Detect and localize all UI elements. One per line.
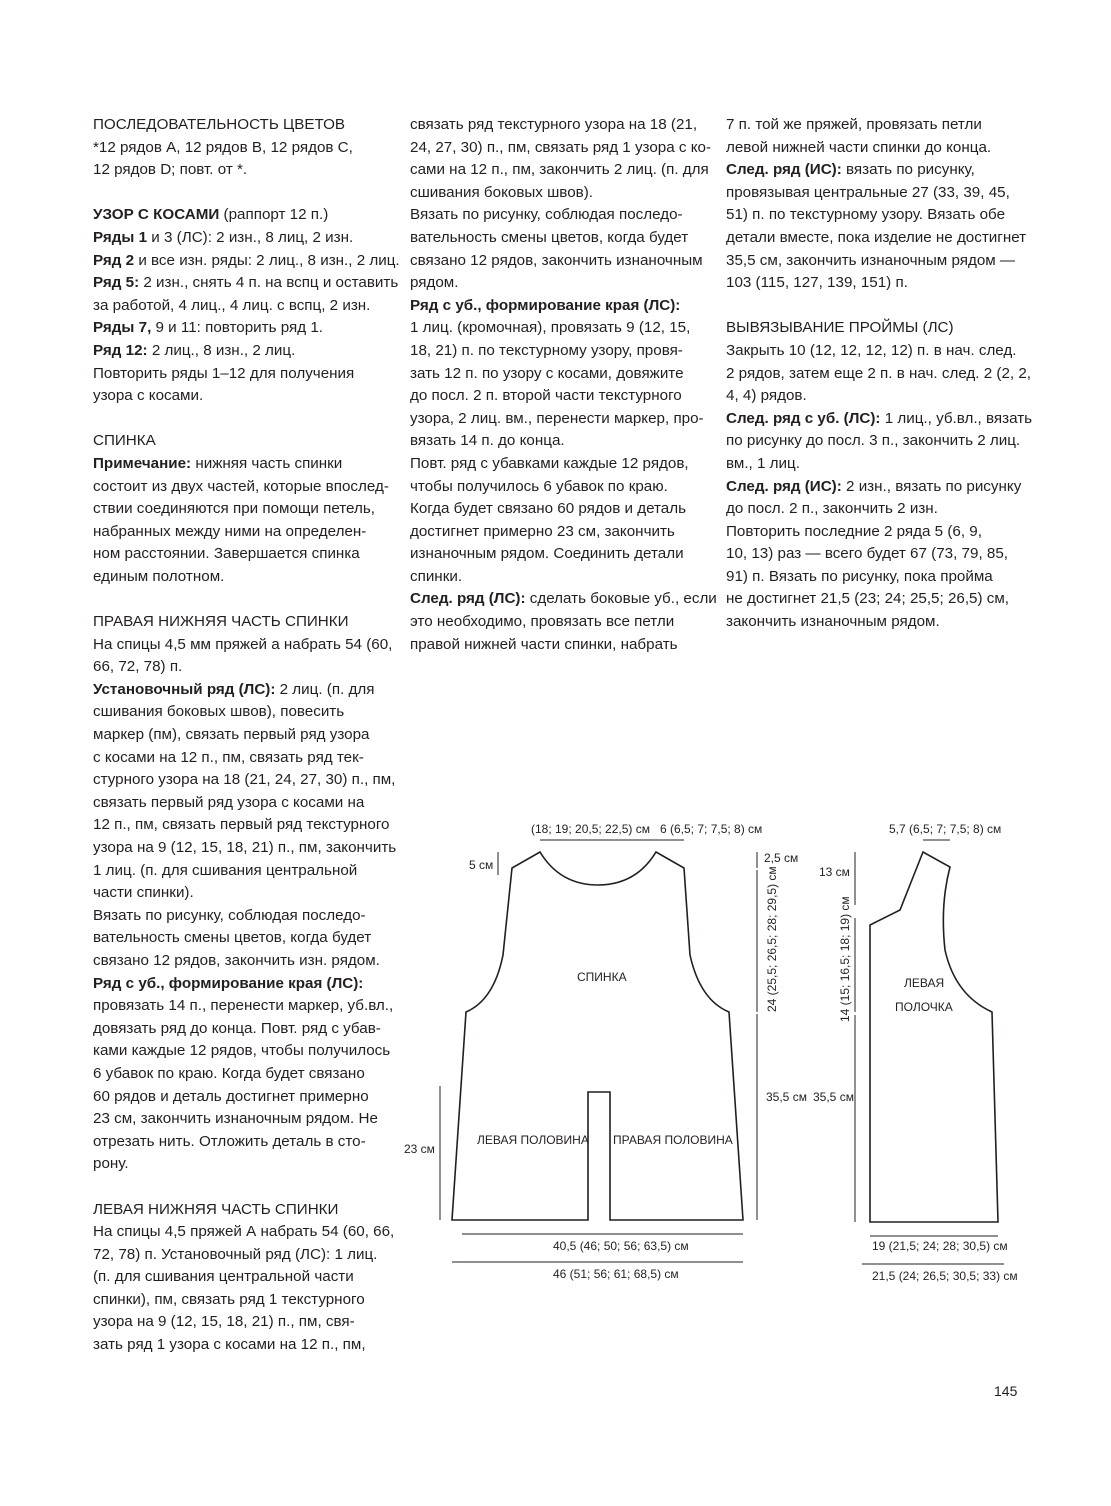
text-run: ЛЕВАЯ НИЖНЯЯ ЧАСТЬ СПИНКИ [93,1200,339,1218]
front-hem-inner-label: 19 (21,5; 24; 28; 30,5) см [872,1239,1008,1253]
shoulder-width-label: 6 (6,5; 7; 7,5; 8) см [660,822,763,836]
text-line [410,453,705,476]
text-run: 72, 78) п. Установочный ряд (ЛС): 1 лиц. [93,1245,378,1263]
text-line [93,498,391,521]
text-line [726,137,1026,160]
page-number: 145 [994,1383,1018,1399]
text-run: 12 п., пм, связать первый ряд текстурного [93,816,390,834]
text-line [93,1018,391,1041]
text-run: 9 и 11: повторить ряд 1. [151,319,323,337]
text-line [93,295,391,318]
text-run: провязывая центральные 27 (33, 39, 45, [726,183,1010,201]
hem-outer-label: 46 (51; 56; 61; 68,5) см [553,1267,679,1281]
text-run: части спинки). [93,884,194,902]
text-run: ствии соединяются при помощи петель, [93,500,375,518]
text-run: 23 см, закончить изнаночным рядом. Не [93,1110,378,1128]
text-run: 6 убавок по краю. Когда будет связано [93,1064,365,1082]
bold-run: След. ряд (ИС): [726,161,842,179]
text-line [726,114,1026,137]
text-line [726,272,1026,295]
text-line [726,408,1033,431]
bold-run: Ряд 2 [93,251,135,269]
text-run: за работой, 4 лиц., 4 лиц. с вспц, 2 изн. [93,296,371,314]
split-height-label: 23 см [404,1142,435,1156]
text-run: 66, 72, 78) п. [93,658,183,676]
text-run: Повторить ряды 1–12 для получения [93,364,355,382]
text-line [410,634,705,657]
text-run: 2 изн., вязать по рисунку [841,477,1022,495]
text-run: состоит из двух частей, которые впослед- [93,477,389,495]
text-line [93,1199,391,1222]
back-outline [452,852,743,1220]
text-line [726,476,1026,499]
text-line [726,250,1026,273]
text-run: спинки), пм, связать ряд 1 текстурного [93,1290,365,1308]
text-run: Повт. ряд с убавками каждые 12 рядов, [410,454,689,472]
text-run: ПОСЛЕДОВАТЕЛЬНОСТЬ ЦВЕТОВ [93,116,346,133]
text-line [93,159,391,182]
text-line [410,204,705,227]
schematic-diagram [400,800,1040,1300]
text-line [93,882,391,905]
text-run: узора на 9 (12, 15, 18, 21) п., пм, свя- [93,1313,355,1331]
text-run: На спицы 4,5 пряжей А набрать 54 (60, 66, [93,1223,395,1241]
text-run: сделать боковые уб., если [525,590,717,608]
bold-run: Ряды 1 [93,228,148,246]
text-column-2 [410,114,717,656]
text-line [93,837,397,860]
text-line [93,1221,395,1244]
text-line [93,385,391,408]
text-line [93,1266,391,1289]
text-line [410,317,705,340]
text-run: 35,5 см, закончить изнаночным рядом — [726,251,1016,269]
text-run: 103 (115, 127, 139, 151) п. [726,274,908,292]
text-line [93,250,400,273]
text-run: рону. [93,1155,129,1173]
text-run: ВЫВЯЗЫВАНИЕ ПРОЙМЫ (ЛС) [726,319,954,337]
text-run: СПИНКА [93,432,156,450]
bold-run: Ряд с уб., формирование края (ЛС): [93,974,364,992]
text-run: ном расстоянии. Завершается спинка [93,545,360,563]
text-run: Когда будет связано 60 рядов и деталь [410,500,687,518]
text-line [93,747,391,770]
text-run: Закрыть 10 (12, 12, 12, 12) п. в нач. след. [726,341,1017,359]
back-label: СПИНКА [577,970,627,984]
text-line [726,430,1026,453]
text-run: Вязать по рисунку, соблюдая последо- [410,206,683,224]
text-run: 10, 13) раз — всего будет 67 (73, 79, 85, [726,545,1009,563]
text-run: Вязать по рисунку, соблюдая последо- [93,906,366,924]
text-run: 12 рядов D; повт. от *. [93,161,248,179]
text-run: узора на 9 (12, 15, 18, 21) п., пм, закончить [93,839,397,856]
text-line [726,340,1026,363]
text-run: вательность смены цветов, когда будет [410,228,689,246]
text-run: 2 лиц. (п. для [275,680,375,698]
text-run: по рисунку до посл. 3 п., закончить 2 лиц. [726,432,1021,450]
text-line [410,498,705,521]
text-line [93,995,394,1018]
bold-run: Установочный ряд (ЛС): [93,680,276,698]
text-line [93,340,391,363]
front-outline [870,852,998,1222]
text-run: связано 12 рядов, закончить изнаночным [410,251,703,269]
bold-run: След. ряд (ИС): [726,477,842,495]
bold-run: След. ряд с уб. (ЛС): [726,409,881,427]
front-shoulder-label: 5,7 (6,5; 7; 7,5; 8) см [889,822,1002,836]
text-run: стурного узора на 18 (21, 24, 27, 30) п., пм, [93,771,396,789]
text-run: 2 лиц., 8 изн., 2 лиц. [147,341,296,359]
text-line [726,182,1026,205]
text-line [93,724,391,747]
paragraph-gap [93,1176,391,1199]
text-line [93,701,391,724]
text-run: 1 лиц. (п. для сшивания центральной [93,861,358,879]
text-run: 91) п. Вязать по рисунку, пока пройма [726,567,993,585]
body-length-left-label: 35,5 см [766,1090,807,1104]
text-run: вязать 14 п. до конца. [410,432,565,450]
text-run: связать первый ряд узора с косами на [93,793,365,811]
text-line [726,159,1026,182]
text-line [93,453,391,476]
paragraph-gap [93,408,391,431]
text-line [93,1334,391,1357]
back-neck-width-label: (18; 19; 20,5; 22,5) см [531,822,650,836]
text-run: закончить изнаночным рядом. [726,613,940,631]
text-run: 4, 4) рядов. [726,387,807,405]
text-line [93,137,391,160]
text-run: связать ряд текстурного узора на 18 (21, [410,116,698,133]
front-label-2: ПОЛОЧКА [895,1000,953,1014]
text-line [93,317,391,340]
text-line [410,295,705,318]
text-run: сшивания боковых швов). [410,183,593,201]
paragraph-gap [93,588,391,611]
text-line [726,453,1026,476]
text-line [93,1063,391,1086]
text-line [410,272,705,295]
text-run: вательность смены цветов, когда будет [93,929,372,947]
text-run: 51) п. по текстурному узору. Вязать обе [726,206,1006,224]
armhole-height-label: 24 (25,5; 26,5; 28; 29,5) см [765,866,779,1012]
text-run: левой нижней части спинки до конца. [726,138,992,156]
text-column-1 [93,114,400,1357]
text-line [410,159,709,182]
text-line [410,114,705,137]
text-line [93,272,399,295]
text-run: до посл. 2 п., закончить 2 изн. [726,500,938,518]
text-run: до посл. 2 п. второй части текстурного [410,387,682,405]
bold-run: Ряд 12: [93,341,148,359]
text-line [93,656,391,679]
text-run: Повторить последние 2 ряда 5 (6, 9, [726,522,982,540]
text-line [93,814,391,837]
text-run: правой нижней части спинки, набрать [410,635,678,653]
text-run: узора с косами. [93,387,204,405]
text-line [93,204,391,227]
text-line [410,363,705,386]
text-run: вязать по рисунку, [841,161,975,179]
text-run: *12 рядов A, 12 рядов B, 12 рядов C, [93,138,353,156]
text-run: сами на 12 п., пм, закончить 2 лиц. (п. для [410,161,709,179]
front-armhole-label: 14 (15; 16,5; 18; 19) см [838,896,852,1022]
text-line [93,521,391,544]
text-line [93,1131,391,1154]
bold-run: Примечание: [93,454,192,472]
text-line [410,611,705,634]
paragraph-gap [93,182,391,205]
text-line [93,430,391,453]
back-drop-label: 2,5 см [764,851,799,865]
text-line [726,566,1026,589]
text-run: зать ряд 1 узора с косами на 12 п., пм, [93,1336,366,1354]
left-half-label: ЛЕВАЯ ПОЛОВИНА [477,1133,589,1147]
hem-inner-label: 40,5 (46; 50; 56; 63,5) см [553,1239,689,1253]
text-run: довязать ряд до конца. Повт. ряд с убав- [93,1019,381,1037]
text-line [93,679,391,702]
text-line [410,476,705,499]
text-line [93,1108,391,1131]
text-line [726,498,1026,521]
text-line [93,476,391,499]
text-line [93,1289,391,1312]
text-line [93,905,391,928]
text-run: ПРАВАЯ НИЖНЯЯ ЧАСТЬ СПИНКИ [93,613,349,631]
text-run: единым полотном. [93,567,225,585]
right-half-label: ПРАВАЯ ПОЛОВИНА [613,1133,733,1147]
text-line [93,792,391,815]
text-run: вм., 1 лиц. [726,454,800,472]
text-run: 2 рядов, затем еще 2 п. в нач. след. 2 (2, 2, [726,364,1032,382]
bold-run: УЗОР С КОСАМИ [93,206,220,224]
text-run: и все изн. ряды: 2 лиц., 8 изн., 2 лиц. [134,251,400,269]
text-line [93,1040,391,1063]
text-run: отрезать нить. Отложить деталь в сто- [93,1132,366,1150]
text-line [410,250,705,273]
text-line [93,1086,391,1109]
text-line [93,543,391,566]
text-line [410,408,705,431]
text-line [93,1311,391,1334]
text-run: провязать 14 п., перенести маркер, уб.вл., [93,997,394,1015]
text-line [726,227,1026,250]
text-run: (п. для сшивания центральной части [93,1268,354,1286]
text-run: 18, 21) п. по текстурному узору, провя- [410,341,683,359]
text-run: чтобы получилось 6 убавок по краю. [410,477,668,495]
text-line [93,973,391,996]
text-run: рядом. [410,274,459,292]
text-line [726,543,1026,566]
text-line [726,588,1026,611]
neck-depth-label: 5 см [469,858,494,872]
text-line [410,543,705,566]
text-run: 1 лиц. (кромочная), провязать 9 (12, 15, [410,319,691,337]
text-line [410,340,705,363]
text-run: 24, 27, 30) п., пм, связать ряд 1 узора с ко- [410,138,712,156]
bold-run: Ряды 7, [93,319,152,337]
text-line [726,521,1026,544]
text-run: 2 изн., снять 4 п. на вспц и оставить [139,274,399,292]
text-run: узора, 2 лиц. вм., перенести маркер, про- [410,409,704,427]
text-line [93,950,391,973]
text-run: ками каждые 12 рядов, чтобы получилось [93,1042,391,1060]
text-run: (раппорт 12 п.) [219,206,329,224]
text-column-3 [726,114,1033,634]
text-line [93,860,391,883]
text-run: не достигнет 21,5 (23; 24; 25,5; 26,5) см, [726,590,1010,608]
text-run: детали вместе, пока изделие не достигнет [726,228,1027,246]
text-line [93,1153,391,1176]
text-line [410,566,705,589]
text-line [410,182,705,205]
front-hem-outer-label: 21,5 (24; 26,5; 30,5; 33) см [872,1269,1018,1283]
text-line [410,430,705,453]
text-line [726,611,1026,634]
text-line [93,634,391,657]
front-neck-drop-label: 13 см [819,865,850,879]
text-run: изнаночным рядом. Соединить детали [410,545,684,563]
text-line [726,204,1026,227]
text-line [726,385,1026,408]
paragraph-gap [726,295,1026,318]
text-run: спинки. [410,567,463,585]
text-line [410,588,717,611]
text-run: с косами на 12 п., пм, связать ряд тек- [93,748,364,766]
bold-run: Ряд с уб., формирование края (ЛС): [410,296,681,314]
text-run: достигнет примерно 23 см, закончить [410,522,675,540]
text-line [93,114,391,137]
text-line [410,227,705,250]
bold-run: След. ряд (ЛС): [410,590,526,608]
text-run: На спицы 4,5 мм пряжей а набрать 54 (60, [93,635,393,653]
text-run: маркер (пм), связать первый ряд узора [93,726,370,744]
text-run: связано 12 рядов, закончить изн. рядом. [93,951,380,969]
text-line [93,769,396,792]
bold-run: Ряд 5: [93,274,140,292]
text-run: 60 рядов и деталь достигнет примерно [93,1087,369,1105]
text-line [93,927,391,950]
text-line [93,566,391,589]
text-run: 7 п. той же пряжей, провязать петли [726,116,982,133]
text-line [726,363,1032,386]
text-line [410,385,705,408]
text-run: и 3 (ЛС): 2 изн., 8 лиц, 2 изн. [147,228,354,246]
text-line [410,521,705,544]
front-label-1: ЛЕВАЯ [904,976,945,990]
text-line [93,227,391,250]
text-run: 1 лиц., уб.вл., вязать [880,409,1033,427]
text-line [410,137,712,160]
body-length-right-label: 35,5 см [813,1090,854,1104]
text-run: зать 12 п. по узору с косами, довяжите [410,364,684,382]
text-run: это необходимо, провязать все петли [410,613,675,631]
text-run: сшивания боковых швов), повесить [93,703,345,721]
text-run: нижняя часть спинки [191,454,343,472]
text-line [93,611,391,634]
text-line [93,363,391,386]
text-run: набранных между ними на определен- [93,522,367,540]
text-line [726,317,1026,340]
text-line [93,1244,391,1267]
